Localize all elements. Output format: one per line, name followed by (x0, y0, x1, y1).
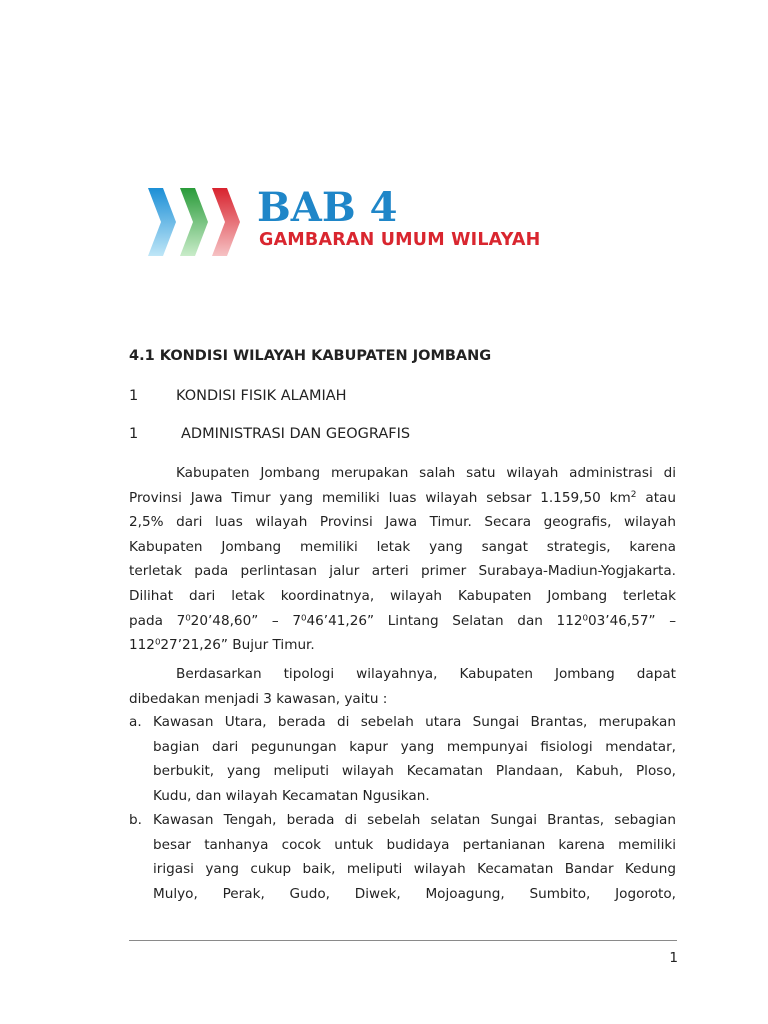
list-marker: b. (129, 812, 142, 828)
list-marker: a. (129, 714, 142, 730)
subsection-heading (129, 386, 347, 406)
paragraph-line: Berdasarkan tipologi wilayahnya, Kabupaten Jombang dapat (176, 666, 676, 682)
superscript: 2 (630, 489, 637, 500)
paragraph-line: Kabupaten Jombang memiliki letak yang sangat strategis, karena (129, 538, 676, 555)
paragraph-line: pada 7⁰20’48,60” – 7⁰46’41,26” Lintang Selatan dan 112⁰03’46,57” – (129, 612, 676, 629)
list-line: Mulyo, Perak, Gudo, Diwek, Mojoagung, Sumbito, Jogoroto, (153, 885, 676, 902)
list-item (129, 808, 676, 906)
paragraph-line: 112⁰27’21,26” Bujur Timur. (129, 637, 315, 654)
subsubsection-title: ADMINISTRASI DAN GEOGRAFIS (181, 426, 411, 442)
section-heading: 4.1 KONDISI WILAYAH KABUPATEN JOMBANG (129, 348, 492, 364)
list-line: Kawasan Utara, berada di sebelah utara Sungai Brantas, merupakan (153, 714, 676, 730)
paragraph-line: Kabupaten Jombang merupakan salah satu wilayah administrasi di (176, 465, 676, 481)
list-line: irigasi yang cukup baik, meliputi wilayah Kecamatan Bandar Kedung (153, 861, 676, 878)
subsubsection-heading (129, 424, 410, 444)
chapter-subtitle: GAMBARAN UMUM WILAYAH (259, 230, 541, 250)
footer-divider (129, 940, 677, 941)
paragraph-line: Dilihat dari letak koordinatnya, wilayah Kabupaten Jombang terletak (129, 587, 676, 604)
paragraph-administrasi (129, 461, 676, 658)
page-number: 1 (669, 950, 678, 966)
list-item (129, 710, 676, 808)
list-line: berbukit, yang meliputi wilayah Kecamatan Plandaan, Kabuh, Ploso, (153, 763, 676, 780)
list-line: bagian dari pegunungan kapur yang mempunyai fisiologi mendatar, (153, 738, 676, 755)
subsection-number: 1 (129, 388, 139, 404)
chapter-title: BAB 4 (257, 184, 398, 231)
paragraph-line-text: Provinsi Jawa Timur yang memiliki luas wilayah sebsar 1.159,50 km (129, 489, 631, 506)
paragraph-tipologi (129, 662, 676, 711)
paragraph-line (129, 486, 676, 511)
paragraph-line: dibedakan menjadi 3 kawasan, yaitu : (129, 690, 388, 707)
chapter-banner (129, 100, 674, 340)
list-line: Kawasan Tengah, berada di sebelah selatan Sungai Brantas, sebagian (153, 812, 676, 828)
list-line: besar tanhanya cocok untuk budidaya pertanianan karena memiliki (153, 836, 676, 853)
paragraph-line: terletak pada perlintasan jalur arteri primer Surabaya-Madiun-Yogjakarta. (129, 563, 676, 580)
list-line: Kudu, dan wilayah Kecamatan Ngusikan. (153, 787, 430, 804)
subsubsection-number: 1 (129, 426, 139, 442)
paragraph-line: 2,5% dari luas wilayah Provinsi Jawa Timur. Secara geografis, wilayah (129, 514, 676, 531)
paragraph-line-text: atau (636, 489, 676, 506)
subsection-title: KONDISI FISIK ALAMIAH (176, 388, 347, 404)
chevron-arrows-logo (148, 188, 248, 256)
